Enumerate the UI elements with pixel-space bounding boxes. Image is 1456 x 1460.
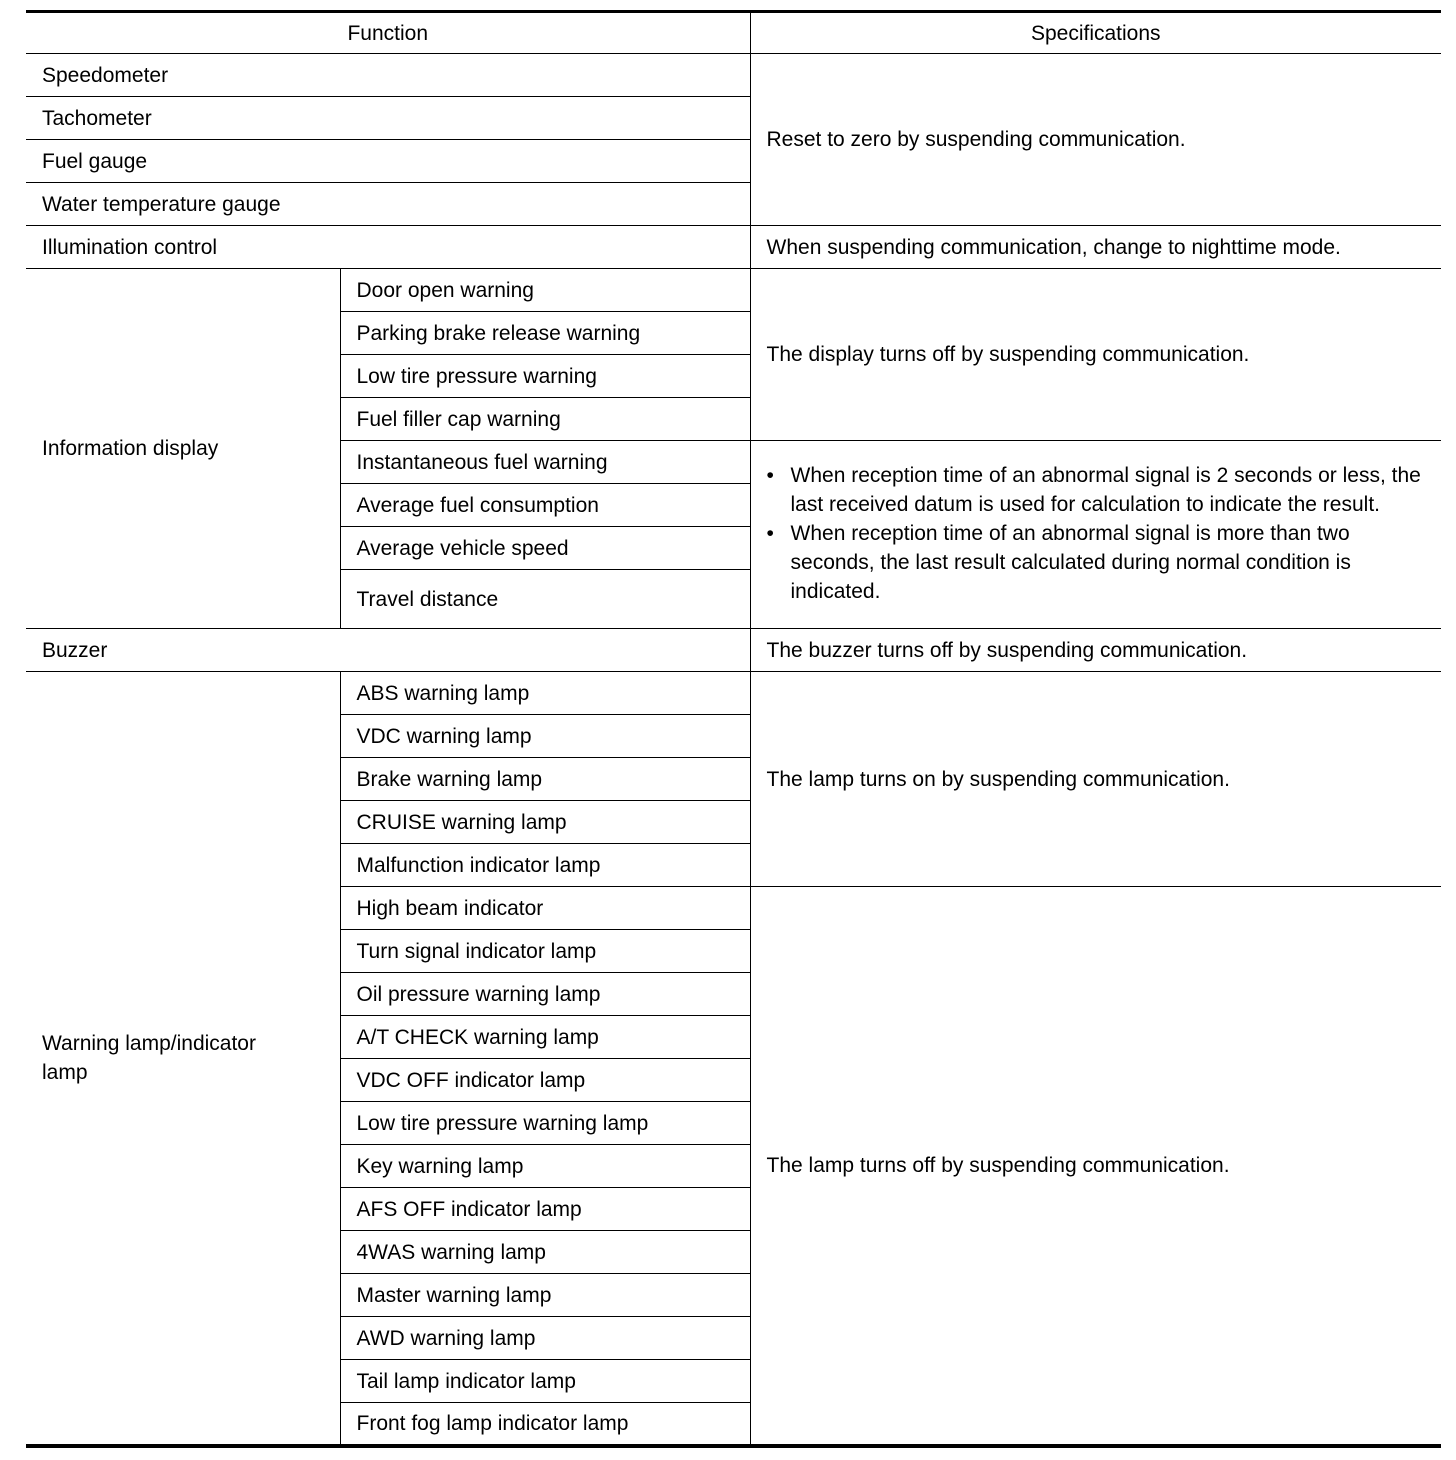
item-cell: Parking brake release warning bbox=[340, 312, 750, 355]
item-cell: Door open warning bbox=[340, 269, 750, 312]
item-cell: AFS OFF indicator lamp bbox=[340, 1188, 750, 1231]
item-cell: Turn signal indicator lamp bbox=[340, 930, 750, 973]
table-row bbox=[26, 629, 1441, 672]
spec-cell: When suspending communication, change to nighttime mode. bbox=[750, 226, 1441, 269]
item-cell: Oil pressure warning lamp bbox=[340, 973, 750, 1016]
spec-cell: The buzzer turns off by suspending communication. bbox=[750, 629, 1441, 672]
item-cell: AWD warning lamp bbox=[340, 1317, 750, 1360]
item-cell: Travel distance bbox=[340, 570, 750, 629]
table-row bbox=[26, 226, 1441, 269]
item-cell: Front fog lamp indicator lamp bbox=[340, 1403, 750, 1446]
item-cell: Instantaneous fuel warning bbox=[340, 441, 750, 484]
spec-cell: The lamp turns off by suspending communication. bbox=[750, 887, 1441, 1446]
spec-cell: The display turns off by suspending communication. bbox=[750, 269, 1441, 441]
spec-cell-bullets bbox=[750, 441, 1441, 629]
group-label: Warning lamp/indicator lamp bbox=[42, 1031, 256, 1084]
table-row bbox=[26, 672, 1441, 715]
function-cell: Tachometer bbox=[26, 97, 750, 140]
item-cell: Key warning lamp bbox=[340, 1145, 750, 1188]
header-function: Function bbox=[26, 12, 750, 54]
spec-bullet: • When reception time of an abnormal signal is more than two seconds, the last result calculated during normal condition is indicated. bbox=[767, 519, 1426, 606]
header-specifications: Specifications bbox=[750, 12, 1441, 54]
item-cell: A/T CHECK warning lamp bbox=[340, 1016, 750, 1059]
item-cell: Malfunction indicator lamp bbox=[340, 844, 750, 887]
spec-cell: Reset to zero by suspending communication. bbox=[750, 54, 1441, 226]
function-cell: Buzzer bbox=[26, 629, 750, 672]
item-cell: VDC OFF indicator lamp bbox=[340, 1059, 750, 1102]
item-cell: ABS warning lamp bbox=[340, 672, 750, 715]
item-cell: Master warning lamp bbox=[340, 1274, 750, 1317]
item-cell: VDC warning lamp bbox=[340, 715, 750, 758]
item-cell: CRUISE warning lamp bbox=[340, 801, 750, 844]
item-cell: Brake warning lamp bbox=[340, 758, 750, 801]
spec-cell: The lamp turns on by suspending communication. bbox=[750, 672, 1441, 887]
function-cell: Fuel gauge bbox=[26, 140, 750, 183]
item-cell: Average fuel consumption bbox=[340, 484, 750, 527]
group-cell: Information display bbox=[26, 269, 340, 629]
item-cell: Low tire pressure warning bbox=[340, 355, 750, 398]
item-cell: 4WAS warning lamp bbox=[340, 1231, 750, 1274]
spec-bullet: • When reception time of an abnormal signal is 2 seconds or less, the last received datum is used for calculation to indicate the result. bbox=[767, 461, 1426, 519]
item-cell: Fuel filler cap warning bbox=[340, 398, 750, 441]
item-cell: High beam indicator bbox=[340, 887, 750, 930]
item-cell: Low tire pressure warning lamp bbox=[340, 1102, 750, 1145]
group-cell bbox=[26, 672, 340, 1446]
item-cell: Average vehicle speed bbox=[340, 527, 750, 570]
item-cell: Tail lamp indicator lamp bbox=[340, 1360, 750, 1403]
specifications-table bbox=[26, 10, 1441, 1448]
function-cell: Water temperature gauge bbox=[26, 183, 750, 226]
table-row bbox=[26, 269, 1441, 312]
function-cell: Speedometer bbox=[26, 54, 750, 97]
spec-bullet-list bbox=[767, 457, 1426, 612]
function-cell: Illumination control bbox=[26, 226, 750, 269]
header-row bbox=[26, 12, 1441, 54]
table-row bbox=[26, 54, 1441, 97]
